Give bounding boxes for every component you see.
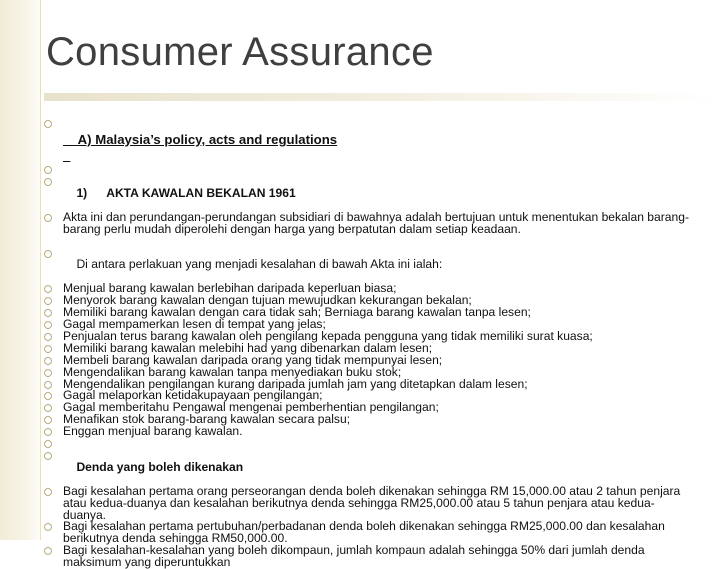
- title-underline-band: [44, 93, 720, 101]
- bullet-icon: [44, 321, 52, 329]
- decorative-divider: [40, 0, 41, 540]
- offence-item: Memiliki barang kawalan melebihi had yang dibenarkan dalam lesen;: [44, 343, 694, 355]
- penalty-item: Bagi kesalahan-kesalahan yang boleh dikompaun, jumlah kompaun adalah sehingga 50% dari jumlah denda maksimum yang diperuntukkan: [44, 545, 694, 569]
- offence-item: Enggan menjual barang kawalan.: [44, 426, 694, 438]
- empty-bullet-line: [44, 164, 694, 176]
- bullet-icon: [44, 416, 52, 424]
- offences-intro: Di antara perlakuan yang menjadi kesalahan di bawah Akta ini ialah:: [44, 248, 694, 284]
- bullet-icon: [44, 333, 52, 341]
- slide-body: [44, 116, 694, 569]
- bullet-icon: [44, 488, 52, 496]
- bullet-icon: [44, 404, 52, 412]
- bullet-icon: [44, 547, 52, 555]
- offence-item: Penjualan terus barang kawalan oleh pengilang kepada pengguna yang tidak memiliki surat kuasa;: [44, 331, 694, 343]
- bullet-icon: [44, 523, 52, 531]
- penalty-heading: Denda yang boleh dikenakan: [44, 450, 694, 486]
- penalty-item: Bagi kesalahan pertama orang perseorangan denda boleh dikenakan sehingga RM 15,000.00 atau 2 tahun penjara atau kedua-duanya dan kesalahan berikutnya denda sehingga RM25,000.00 atau 5 tahun penjara atau kedua-duanya.: [44, 486, 694, 522]
- section-heading: A) Malaysia’s policy, acts and regulations: [44, 116, 694, 164]
- bullet-icon: [44, 392, 52, 400]
- offence-item: Membeli barang kawalan daripada orang yang tidak mempunyai lesen;: [44, 355, 694, 367]
- offence-item: Gagal mempamerkan lesen di tempat yang jelas;: [44, 319, 694, 331]
- empty-bullet-line: [44, 438, 694, 450]
- bullet-icon: [44, 214, 52, 222]
- act-description: Akta ini dan perundangan-perundangan subsidiari di bawahnya adalah bertujuan untuk menentukan bekalan barang-barang perlu mudah diperolehi dengan harga yang berpatutan dalam setiap keadaan.: [44, 212, 694, 236]
- bullet-icon: [44, 166, 52, 174]
- offence-item: Mengendalikan barang kawalan tanpa menyediakan buku stok;: [44, 367, 694, 379]
- bullet-icon: [44, 120, 52, 128]
- offence-item: Menjual barang kawalan berlebihan daripada keperluan biasa;: [44, 283, 694, 295]
- bullet-icon: [44, 178, 52, 186]
- bullet-icon: [44, 357, 52, 365]
- decorative-side-band: [0, 0, 40, 540]
- bullet-icon: [44, 250, 52, 258]
- offence-item: Menyorok barang kawalan dengan tujuan mewujudkan kekurangan bekalan;: [44, 295, 694, 307]
- bullet-icon: [44, 440, 52, 448]
- bullet-icon: [44, 345, 52, 353]
- bullet-icon: [44, 285, 52, 293]
- bullet-icon: [44, 369, 52, 377]
- bullet-icon: [44, 381, 52, 389]
- offence-item: Memiliki barang kawalan dengan cara tidak sah; Berniaga barang kawalan tanpa lesen;: [44, 307, 694, 319]
- offence-item: Mengendalikan pengilangan kurang daripada jumlah jam yang ditetapkan dalam lesen;: [44, 379, 694, 391]
- act-title: 1) AKTA KAWALAN BEKALAN 1961: [44, 176, 694, 212]
- offence-item: Menafikan stok barang-barang kawalan secara palsu;: [44, 414, 694, 426]
- offence-item: Gagal memberitahu Pengawal mengenai pemberhentian pengilangan;: [44, 402, 694, 414]
- offence-item: Gagal melaporkan ketidakupayaan pengilangan;: [44, 390, 694, 402]
- bullet-icon: [44, 309, 52, 317]
- bullet-icon: [44, 428, 52, 436]
- penalty-item: Bagi kesalahan pertama pertubuhan/perbadanan denda boleh dikenakan sehingga RM25,000.00 dan kesalahan berikutnya denda sehingga RM50,000.00.: [44, 521, 694, 545]
- bullet-icon: [44, 297, 52, 305]
- slide-title: Consumer Assurance: [46, 30, 434, 74]
- bullet-icon: [44, 452, 52, 460]
